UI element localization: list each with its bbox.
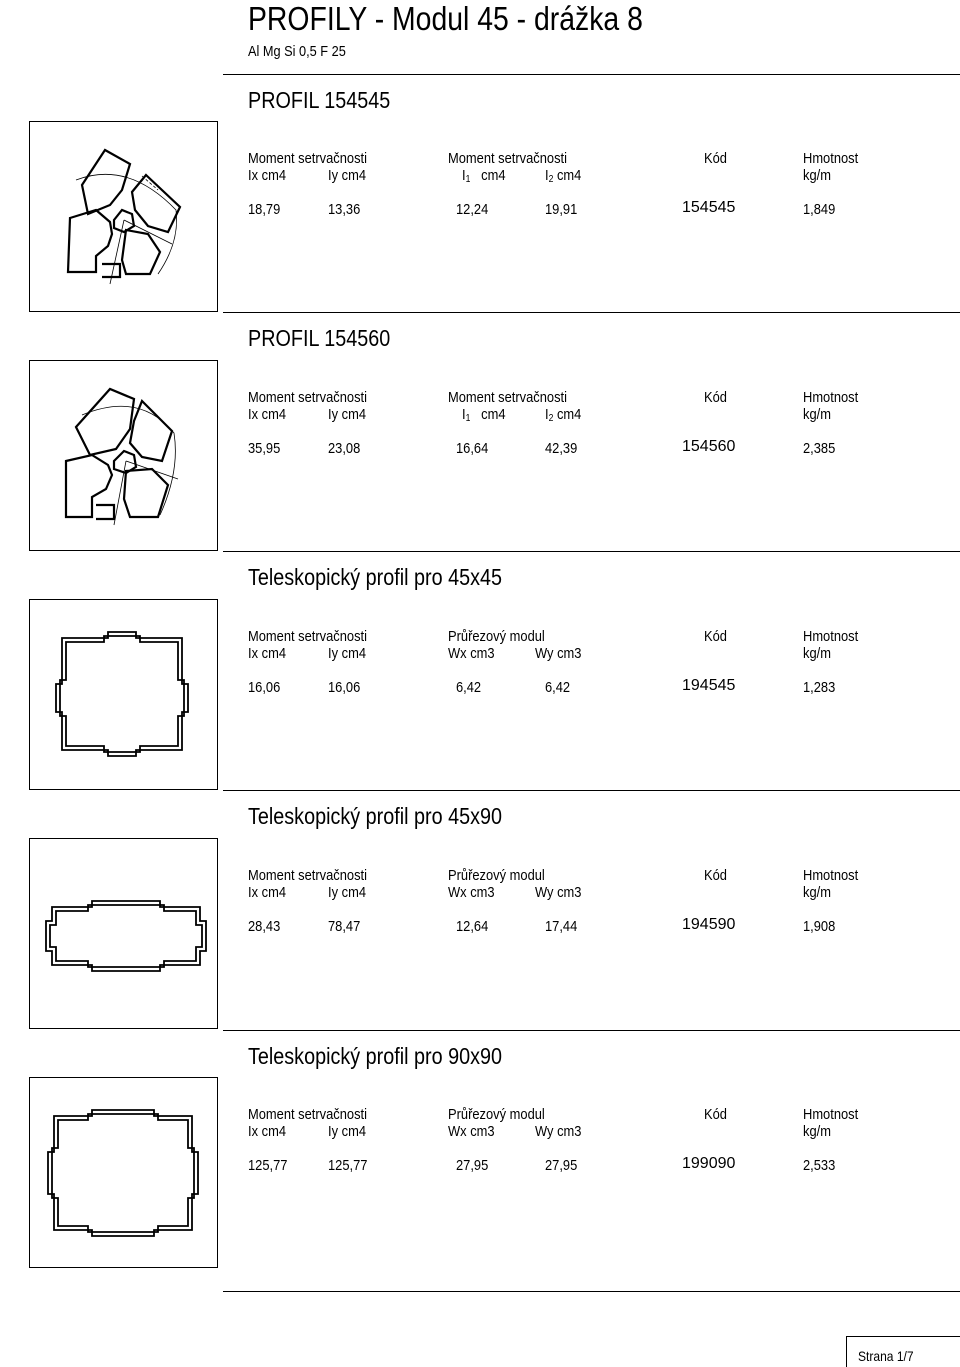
label-kg-m: kg/m (803, 167, 831, 184)
label-kg-m: kg/m (803, 406, 831, 423)
value-wx: 12,64 (456, 918, 489, 935)
label-wx: Wx cm3 (448, 1123, 495, 1140)
label-iy: Iy cm4 (328, 1123, 367, 1140)
label-ix: Ix cm4 (248, 884, 287, 901)
rectangular-tube-icon (30, 839, 219, 1030)
header-code: Kód (704, 1106, 727, 1123)
square-tube-icon (30, 600, 219, 791)
arc-profile-icon (30, 361, 219, 552)
section-title: Teleskopický profil pro 90x90 (248, 1043, 502, 1069)
header-moment-inertia-2: Moment setrvačnosti (448, 389, 568, 406)
profile-drawing-154560 (29, 360, 218, 551)
value-wx: 27,95 (456, 1157, 489, 1174)
value-i2: 42,39 (545, 440, 578, 457)
header-code: Kód (704, 389, 727, 406)
label-i2: $I_2$ cm4 (545, 167, 582, 185)
header-section-modulus: Průřezový modul (448, 628, 545, 645)
label-i1: $I_1$ cm4 (462, 167, 506, 185)
value-iy: 13,36 (328, 201, 361, 218)
value-wy: 6,42 (545, 679, 571, 696)
section-title: Teleskopický profil pro 45x90 (248, 803, 502, 829)
section-title: PROFIL 154560 (248, 325, 391, 351)
label-wx: Wx cm3 (448, 645, 495, 662)
label-iy: Iy cm4 (328, 645, 367, 662)
header-code: Kód (704, 150, 727, 167)
large-square-tube-icon (30, 1078, 219, 1269)
profile-drawing-194590 (29, 838, 218, 1029)
value-ix: 28,43 (248, 918, 281, 935)
header-code: Kód (704, 628, 727, 645)
value-code: 154545 (682, 199, 736, 216)
header-moment-inertia-2: Moment setrvačnosti (448, 150, 568, 167)
value-iy: 16,06 (328, 679, 361, 696)
page-subtitle: Al Mg Si 0,5 F 25 (248, 43, 346, 60)
value-code: 199090 (682, 1155, 736, 1172)
header-moment-inertia: Moment setrvačnosti (248, 150, 368, 167)
label-ix: Ix cm4 (248, 406, 287, 423)
footer-divider (223, 1291, 960, 1292)
label-wy: Wy cm3 (535, 645, 582, 662)
value-wy: 17,44 (545, 918, 578, 935)
label-iy: Iy cm4 (328, 884, 367, 901)
value-ix: 35,95 (248, 440, 281, 457)
arc-profile-icon (30, 122, 219, 313)
value-i1: 12,24 (456, 201, 489, 218)
label-kg-m: kg/m (803, 645, 831, 662)
label-ix: Ix cm4 (248, 645, 287, 662)
header-moment-inertia: Moment setrvačnosti (248, 389, 368, 406)
value-iy: 23,08 (328, 440, 361, 457)
page-number: Strana 1/7 (858, 1348, 914, 1364)
section-title: PROFIL 154545 (248, 87, 391, 113)
value-weight: 2,385 (803, 440, 836, 457)
header-section-modulus: Průřezový modul (448, 867, 545, 884)
value-code: 194545 (682, 677, 736, 694)
label-iy: Iy cm4 (328, 167, 367, 184)
header-weight: Hmotnost (803, 1106, 859, 1123)
label-ix: Ix cm4 (248, 167, 287, 184)
label-i2: $I_2$ cm4 (545, 406, 582, 424)
value-weight: 1,849 (803, 201, 836, 218)
value-ix: 18,79 (248, 201, 281, 218)
value-weight: 2,533 (803, 1157, 836, 1174)
label-i1: $I_1$ cm4 (462, 406, 506, 424)
value-weight: 1,908 (803, 918, 836, 935)
value-i1: 16,64 (456, 440, 489, 457)
label-wy: Wy cm3 (535, 1123, 582, 1140)
value-wy: 27,95 (545, 1157, 578, 1174)
header-code: Kód (704, 867, 727, 884)
label-kg-m: kg/m (803, 1123, 831, 1140)
label-kg-m: kg/m (803, 884, 831, 901)
label-ix: Ix cm4 (248, 1123, 287, 1140)
section-divider (223, 790, 960, 791)
value-code: 194590 (682, 916, 736, 933)
profile-drawing-154545 (29, 121, 218, 312)
profile-drawing-194545 (29, 599, 218, 790)
value-iy: 125,77 (328, 1157, 368, 1174)
header-moment-inertia: Moment setrvačnosti (248, 1106, 368, 1123)
page-title: PROFILY - Modul 45 - drážka 8 (248, 0, 643, 37)
profile-drawing-199090 (29, 1077, 218, 1268)
header-weight: Hmotnost (803, 867, 859, 884)
header-moment-inertia: Moment setrvačnosti (248, 867, 368, 884)
value-i2: 19,91 (545, 201, 578, 218)
section-divider (223, 1030, 960, 1031)
header-weight: Hmotnost (803, 150, 859, 167)
section-divider (223, 312, 960, 313)
value-wx: 6,42 (456, 679, 482, 696)
header-weight: Hmotnost (803, 389, 859, 406)
value-code: 154560 (682, 438, 736, 455)
section-title: Teleskopický profil pro 45x45 (248, 564, 502, 590)
header-weight: Hmotnost (803, 628, 859, 645)
value-ix: 125,77 (248, 1157, 288, 1174)
value-weight: 1,283 (803, 679, 836, 696)
value-iy: 78,47 (328, 918, 361, 935)
label-wx: Wx cm3 (448, 884, 495, 901)
section-divider (223, 551, 960, 552)
section-divider (223, 74, 960, 75)
value-ix: 16,06 (248, 679, 281, 696)
label-wy: Wy cm3 (535, 884, 582, 901)
label-iy: Iy cm4 (328, 406, 367, 423)
header-section-modulus: Průřezový modul (448, 1106, 545, 1123)
header-moment-inertia: Moment setrvačnosti (248, 628, 368, 645)
